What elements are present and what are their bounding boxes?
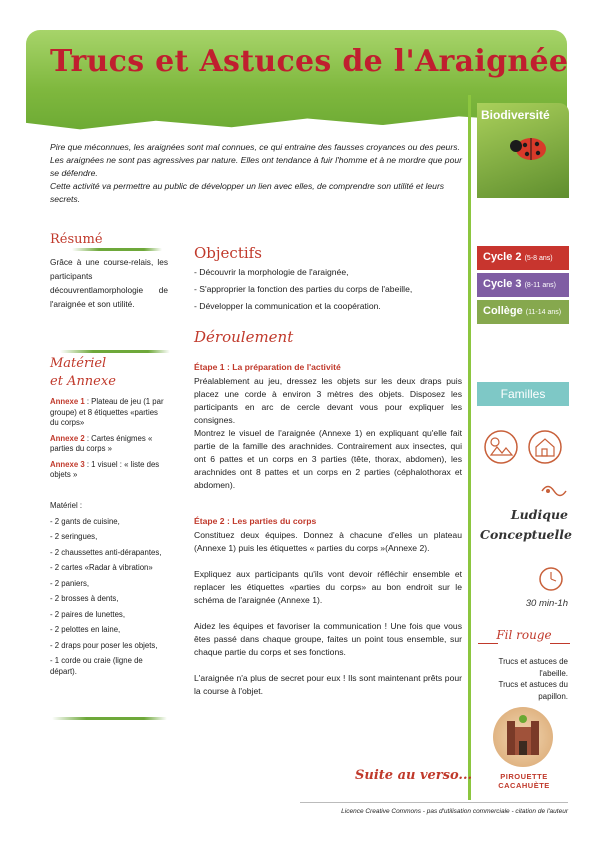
college-label: Collège	[483, 305, 523, 317]
ladybug-icon	[507, 131, 551, 165]
resume-underline	[72, 248, 162, 251]
logo-text-line-2: CACAHUÈTE	[498, 781, 550, 790]
annexe-label: Annexe 2	[50, 433, 85, 443]
etape-2-paragraph-1: Constituez deux équipes. Donnez à chacune d'elles un plateau (Annexe 1) puis les étiquettes « parties du corps »(Annexe 2).	[194, 530, 462, 553]
college-ages: (11-14 ans)	[525, 309, 562, 316]
etape-2-text	[194, 529, 462, 698]
licence-text: Licence Creative Commons - pas d'utilisation commerciale - citation de l'auteur	[341, 808, 568, 815]
objectifs-title: Objectifs	[194, 244, 262, 262]
castle-icon	[493, 707, 553, 767]
annexe-text: : Plateau de jeu (1 par groupe) et 8 étiquettes «parties du corps»	[50, 397, 164, 427]
etape-2-title: Étape 2 : Les parties du corps	[194, 516, 317, 526]
etape-2-paragraph-4: L'araignée n'a plus de secret pour eux ! Ils sont maintenant prêts pour la course à l'objet.	[194, 673, 462, 696]
annexe-text: : 1 visuel : « liste des objets »	[50, 459, 160, 479]
list-item: - 2 gants de cuisine,	[50, 516, 120, 526]
list-item: - 2 draps pour poser les objets,	[50, 640, 158, 650]
materiel-bottom-brush	[52, 717, 167, 720]
annexe-item	[50, 460, 168, 481]
annexe-label: Annexe 1	[50, 397, 85, 406]
etape-1-title: Étape 1 : La préparation de l'activité	[194, 362, 341, 372]
annexe-item	[50, 434, 168, 455]
suite-au-verso: Suite au verso...	[355, 768, 472, 783]
etape-1-text	[194, 375, 462, 492]
list-item: - 2 seringues,	[50, 532, 98, 541]
biodiversite-box	[477, 103, 569, 198]
fil-rouge-item: Trucs et astuces du papillon.	[498, 680, 568, 701]
pirouette-logo-text	[478, 772, 570, 790]
conceptuelle-label: Conceptuelle	[480, 527, 572, 542]
materiel-list	[50, 501, 168, 682]
fil-rouge-line-left	[478, 643, 498, 644]
logo-text-line-1: PIROUETTE	[500, 772, 548, 781]
fil-rouge-line-right	[550, 643, 570, 644]
list-item: - 2 chaussettes anti-dérapantes,	[50, 547, 162, 557]
etape-2-paragraph-3: Aidez les équipes et favoriser la communication ! Une fois que vous êtes passé dans chaque groupe, faites un point tous ensemble, sur chaque partie du corps et ses fonctions.	[194, 621, 462, 657]
materiel-brush	[60, 350, 170, 353]
clock-icon	[538, 566, 564, 592]
activity-type	[480, 505, 572, 545]
ludique-label: Ludique	[510, 507, 568, 522]
deroulement-title: Déroulement	[194, 328, 294, 346]
resume-title: Résumé	[50, 232, 103, 247]
annexe-text: : Cartes énigmes « parties du corps »	[50, 433, 153, 453]
list-item: - 2 paires de lunettes,	[50, 609, 125, 619]
outdoor-icon	[483, 429, 519, 465]
cycle-3-ages: (8-11 ans)	[524, 282, 556, 289]
list-item: - Découvrir la morphologie de l'araignée,	[194, 267, 349, 277]
cycle-2-ages: (5-8 ans)	[524, 255, 553, 262]
fil-rouge-item: Trucs et astuces de l'abeille.	[498, 657, 568, 678]
list-item: - S'approprier la fonction des parties du corps de l'abeille,	[194, 284, 413, 294]
game-icon	[540, 484, 568, 498]
biodiversite-label: Biodiversité	[481, 108, 550, 122]
footer-divider	[300, 802, 568, 803]
list-item: - 2 cartes «Radar à vibration»	[50, 563, 153, 572]
list-item: - 2 paniers,	[50, 578, 90, 588]
intro-paragraph-2: Cette activité va permettre au public de développer un lien avec elles, de comprendre son utilité et leurs secrets.	[50, 181, 445, 204]
fil-rouge-title: Fil rouge	[496, 628, 552, 642]
intro-paragraph-1: Pire que méconnues, les araignées sont mal connues, ce qui entraine des fausses croyances ou des peurs. Les araignées ne sont pas agressives par nature. Elles ont tendance à fuir l'homme et à ne mordre que pour se défendre.	[50, 142, 462, 178]
materiel-list-title: Matériel :	[50, 501, 83, 510]
materiel-title-line-1: Matériel	[50, 356, 107, 371]
etape-2-paragraph-2: Expliquez aux participants qu'ils vont devoir réfléchir ensemble et replacer les étiquettes «parties du corps» au bon endroit sur le schéma de l'araignée (Annexe 1).	[194, 569, 462, 605]
materiel-title-line-2: et Annexe	[50, 374, 116, 389]
objectifs-list	[194, 267, 464, 318]
duration-text: 30 min-1h	[525, 598, 568, 609]
etape-1-paragraph-1: Préalablement au jeu, dressez les objets sur les deux draps puis placez une corde à environ 3 mètres des objets. Disposez les participants en arc de cercle devant vous pour expliquer les consignes.	[194, 376, 462, 425]
list-item: - 2 pelottes en laine,	[50, 625, 121, 634]
etape-1-paragraph-2: Montrez le visuel de l'araignée (Annexe 1) en expliquant qu'elle fait partie de la famille des arachnides. Contrairement aux insectes, qui ont 6 pattes et un corps en 3 parties (tête, thorax, abdomen), les arachnides ont 8 pattes et un corps en 2 parties (céphalothorax et abdomen).	[194, 428, 462, 490]
page-title: Trucs et Astuces de l'Araignée	[50, 44, 569, 79]
vertical-divider	[468, 95, 471, 800]
list-item: - 2 brosses à dents,	[50, 594, 119, 603]
annexe-item	[50, 397, 168, 429]
resume-text: Grâce à une course-relais, les participants découvrentlamorphologie de l'araignée et son utilité.	[50, 257, 168, 309]
house-icon	[527, 429, 563, 465]
familles-badge: Familles	[477, 382, 569, 406]
list-item: - 1 corde ou craie (ligne de départ).	[50, 656, 143, 676]
cycle-2-badge	[477, 246, 569, 270]
college-badge	[477, 300, 569, 324]
fil-rouge-list	[480, 656, 568, 702]
cycle-3-label: Cycle 3	[483, 278, 522, 290]
cycle-2-label: Cycle 2	[483, 251, 522, 263]
cycle-3-badge	[477, 273, 569, 297]
pirouette-logo	[493, 707, 553, 767]
annexes-list	[50, 397, 168, 486]
list-item: - Développer la communication et la coopération.	[194, 301, 381, 311]
annexe-label: Annexe 3	[50, 459, 85, 469]
intro-text	[50, 141, 465, 206]
materiel-title	[50, 355, 116, 391]
